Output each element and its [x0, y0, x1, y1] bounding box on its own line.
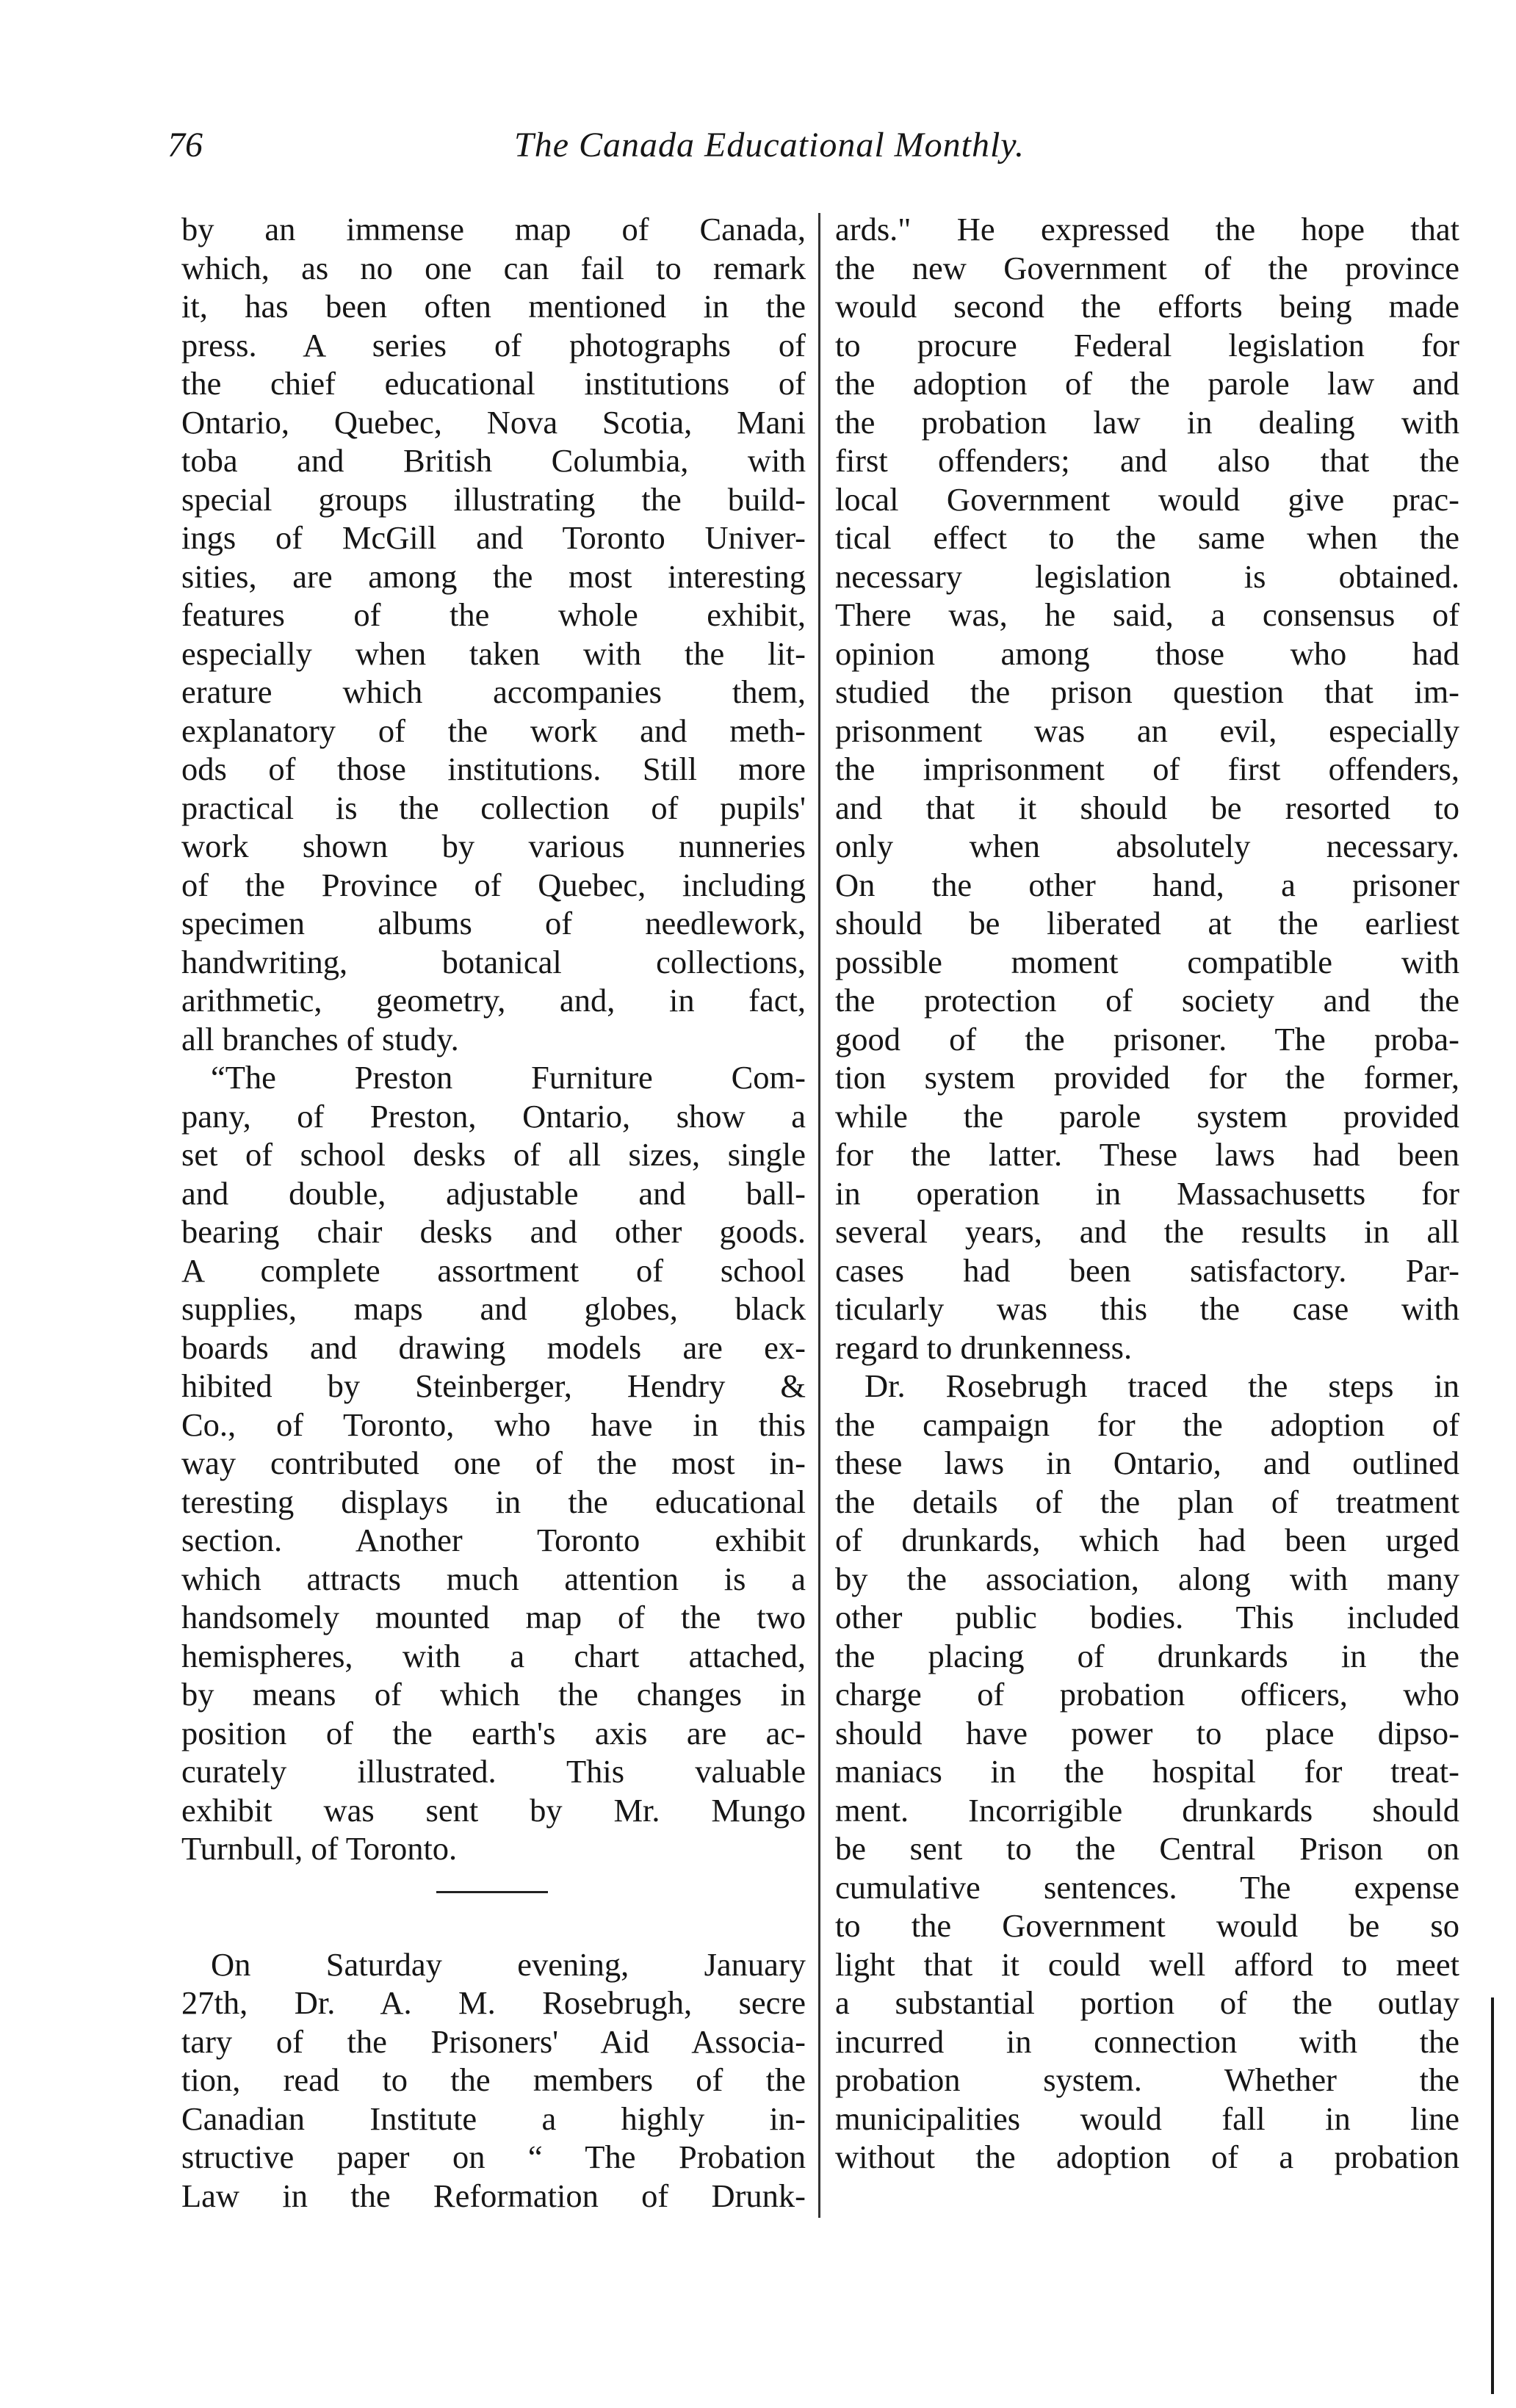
left-column-line: explanatory of the work and meth- — [181, 712, 806, 749]
right-column-line: of drunkards, which had been urged — [835, 1522, 1459, 1558]
left-column-line: and double, adjustable and ball- — [181, 1174, 806, 1212]
left-column-line: boards and drawing models are ex- — [181, 1328, 806, 1366]
right-column-line: would second the efforts being made — [835, 288, 1459, 325]
right-column-line: prisonment was an evil, especially — [835, 712, 1459, 749]
left-column-line: On Saturday evening, January — [211, 1945, 806, 1983]
left-column-line: work shown by various nunneries — [181, 828, 806, 864]
left-column-line: Canadian Institute a highly in- — [181, 2100, 806, 2137]
left-column-line: handwriting, botanical collections, — [181, 943, 806, 980]
right-column-line: and that it should be resorted to — [835, 789, 1459, 826]
right-column-line: studied the prison question that im- — [835, 673, 1459, 710]
right-column-line: for the latter. These laws had been — [835, 1136, 1459, 1173]
left-column-line — [181, 1868, 806, 1907]
left-column-line: position of the earth's axis are ac- — [181, 1714, 806, 1751]
right-column-line: light that it could well afford to meet — [835, 1945, 1459, 1983]
right-column-line: the adoption of the parole law and — [835, 365, 1459, 402]
right-column-line: the details of the plan of treatment — [835, 1483, 1459, 1520]
left-column-line: exhibit was sent by Mr. Mungo — [181, 1791, 806, 1829]
left-column-line: pany, of Preston, Ontario, show a — [181, 1097, 806, 1135]
right-column-line: municipalities would fall in line — [835, 2100, 1459, 2137]
right-column-line: local Government would give prac- — [835, 480, 1459, 518]
page-edge-mark — [1491, 1997, 1494, 2394]
right-column-line: Dr. Rosebrugh traced the steps in — [865, 1367, 1459, 1404]
left-column-line: hemispheres, with a chart attached, — [181, 1637, 806, 1674]
right-column-line: cumulative sentences. The expense — [835, 1868, 1459, 1906]
right-column-line: the protection of society and the — [835, 982, 1459, 1019]
right-text-column — [835, 210, 1459, 2177]
left-column-line: which attracts much attention is a — [181, 1560, 806, 1597]
left-column-line: tion, read to the members of the — [181, 2061, 806, 2098]
left-column-line: handsomely mounted map of the two — [181, 1599, 806, 1635]
left-column-line: way contributed one of the most in- — [181, 1445, 806, 1481]
right-column-line: probation system. Whether the — [835, 2061, 1459, 2098]
left-column-line: which, as no one can fail to remark — [181, 249, 806, 286]
right-column-line: ards." He expressed the hope that — [835, 211, 1459, 247]
right-column-line: a substantial portion of the outlay — [835, 1984, 1459, 2021]
left-text-column — [181, 210, 806, 2215]
left-column-line: press. A series of photographs of — [181, 326, 806, 364]
left-column-line: toba and British Columbia, with — [181, 442, 806, 479]
left-column-line: of the Province of Quebec, including — [181, 866, 806, 903]
right-column-line: only when absolutely necessary. — [835, 828, 1459, 864]
left-column-line: A complete assortment of school — [181, 1251, 806, 1289]
right-column-line: the imprisonment of first offenders, — [835, 751, 1459, 787]
left-column-line: curately illustrated. This valuable — [181, 1753, 806, 1790]
left-column-line: teresting displays in the educational — [181, 1483, 806, 1520]
right-column-line: tical effect to the same when the — [835, 519, 1459, 556]
right-column-line: in operation in Massachusetts for — [835, 1174, 1459, 1212]
right-column-line: while the parole system provided — [835, 1097, 1459, 1135]
left-column-line: features of the whole exhibit, — [181, 596, 806, 633]
right-column-line: should have power to place dipso- — [835, 1714, 1459, 1751]
right-column-line: the probation law in dealing with — [835, 403, 1459, 441]
right-column-line: There was, he said, a consensus of — [835, 596, 1459, 633]
column-divider-rule — [818, 213, 820, 1168]
right-column-line: incurred in connection with the — [835, 2022, 1459, 2060]
left-column-line: bearing chair desks and other goods. — [181, 1213, 806, 1250]
right-column-line: good of the prisoner. The proba- — [835, 1020, 1459, 1057]
left-column-line: supplies, maps and globes, black — [181, 1290, 806, 1327]
right-column-line: be sent to the Central Prison on — [835, 1830, 1459, 1867]
right-column-line: first offenders; and also that the — [835, 442, 1459, 479]
right-column-line: the new Government of the province — [835, 249, 1459, 286]
right-column-line: other public bodies. This included — [835, 1599, 1459, 1635]
section-divider — [436, 1891, 548, 1893]
left-column-line: ods of those institutions. Still more — [181, 751, 806, 787]
running-title: The Canada Educational Monthly. — [514, 126, 1025, 164]
left-column-line: sities, are among the most interesting — [181, 557, 806, 595]
left-column-line: Law in the Reformation of Drunk- — [181, 2177, 806, 2214]
right-column-line: ticularly was this the case with — [835, 1290, 1459, 1327]
right-column-line: maniacs in the hospital for treat- — [835, 1753, 1459, 1790]
left-column-line: set of school desks of all sizes, single — [181, 1136, 806, 1173]
left-column-line: all branches of study. — [181, 1020, 459, 1057]
right-column-line: charge of probation officers, who — [835, 1676, 1459, 1713]
left-column-line: 27th, Dr. A. M. Rosebrugh, secre — [181, 1984, 806, 2021]
right-column-line: by the association, along with many — [835, 1560, 1459, 1597]
left-column-line: hibited by Steinberger, Hendry & — [181, 1367, 806, 1404]
column-divider-rule-lower — [818, 1168, 820, 2218]
left-column-line: arithmetic, geometry, and, in fact, — [181, 982, 806, 1019]
left-column-line: practical is the collection of pupils' — [181, 789, 806, 826]
right-column-line: regard to drunkenness. — [835, 1328, 1133, 1366]
right-column-line: necessary legislation is obtained. — [835, 557, 1459, 595]
right-column-line: without the adoption of a probation — [835, 2138, 1459, 2175]
left-column-line: tary of the Prisoners' Aid Associa- — [181, 2022, 806, 2060]
left-column-line: special groups illustrating the build- — [181, 480, 806, 518]
right-column-line: should be liberated at the earliest — [835, 905, 1459, 941]
right-column-line: ment. Incorrigible drunkards should — [835, 1791, 1459, 1829]
left-column-line: Ontario, Quebec, Nova Scotia, Mani — [181, 403, 806, 441]
left-column-line: specimen albums of needlework, — [181, 905, 806, 941]
left-column-line: section. Another Toronto exhibit — [181, 1522, 806, 1558]
right-column-line: the placing of drunkards in the — [835, 1637, 1459, 1674]
left-column-line: ings of McGill and Toronto Univer- — [181, 519, 806, 556]
right-column-line: opinion among those who had — [835, 634, 1459, 672]
left-column-line: it, has been often mentioned in the — [181, 288, 806, 325]
right-column-line: tion system provided for the former, — [835, 1059, 1459, 1096]
right-column-line: to procure Federal legislation for — [835, 326, 1459, 364]
left-column-line: structive paper on “ The Probation — [181, 2138, 806, 2175]
left-column-line: by an immense map of Canada, — [181, 211, 806, 247]
right-column-line: On the other hand, a prisoner — [835, 866, 1459, 903]
right-column-line: several years, and the results in all — [835, 1213, 1459, 1250]
right-column-line: these laws in Ontario, and outlined — [835, 1445, 1459, 1481]
page-number: 76 — [167, 126, 203, 164]
right-column-line: possible moment compatible with — [835, 943, 1459, 980]
left-column-line — [181, 1906, 806, 1945]
left-column-line: Turnbull, of Toronto. — [181, 1830, 458, 1867]
right-column-line: to the Government would be so — [835, 1907, 1459, 1944]
left-column-line: Co., of Toronto, who have in this — [181, 1406, 806, 1443]
left-column-line: by means of which the changes in — [181, 1676, 806, 1713]
left-column-line: “The Preston Furniture Com- — [211, 1059, 806, 1096]
left-column-line: the chief educational institutions of — [181, 365, 806, 402]
left-column-line: especially when taken with the lit- — [181, 634, 806, 672]
right-column-line: cases had been satisfactory. Par- — [835, 1251, 1459, 1289]
left-column-line: erature which accompanies them, — [181, 673, 806, 710]
right-column-line: the campaign for the adoption of — [835, 1406, 1459, 1443]
